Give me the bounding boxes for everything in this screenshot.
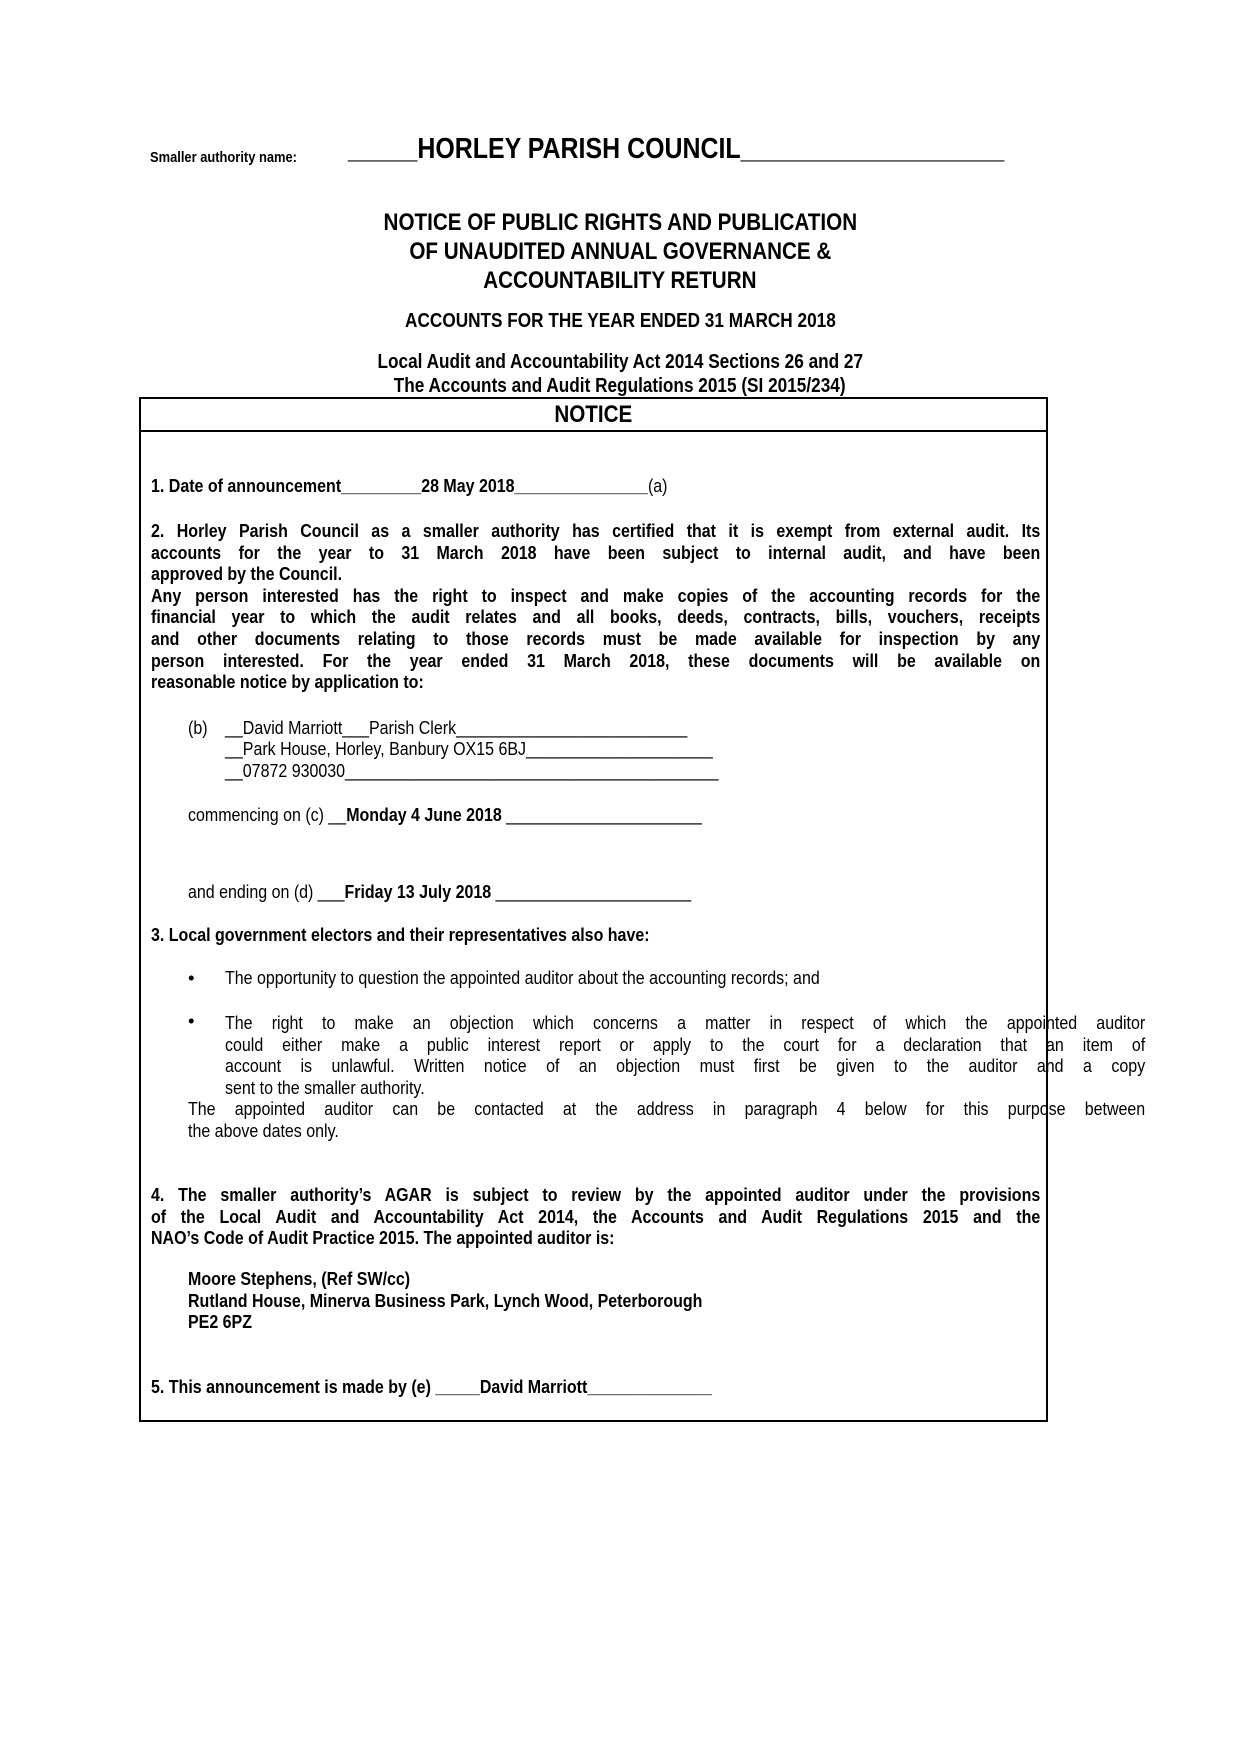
item3-note <box>188 1098 1145 1141</box>
notice-heading: NOTICE <box>141 399 1046 432</box>
ending-row <box>188 883 691 902</box>
item2-line: approved by the Council. <box>151 563 343 585</box>
item3-note-line: The appointed auditor can be contacted at the address in paragraph 4 below for this purpose between <box>188 1098 1146 1119</box>
item4-line: of the Local Audit and Accountability Act 2014, the Accounts and Audit Regulations 2015 and the <box>151 1205 1041 1227</box>
item2-line: 2. Horley Parish Council as a smaller authority has certified that it is exempt from external audit. Its <box>151 520 1041 541</box>
title-line-1: NOTICE OF PUBLIC RIGHTS AND PUBLICATION <box>383 209 857 236</box>
item2-line: person interested. For the year ended 31 March 2018, these documents will be available on <box>151 649 1041 671</box>
item4-line: NAO’s Code of Audit Practice 2015. The appointed auditor is: <box>151 1227 615 1249</box>
bullet-2-line: sent to the smaller authority. <box>225 1076 425 1098</box>
ending-date: Friday 13 July 2018 <box>344 881 492 902</box>
commencing-label: commencing on (c) __ <box>188 804 347 825</box>
commencing-blank: ______________________ <box>501 804 702 825</box>
title-line-2: OF UNAUDITED ANNUAL GOVERNANCE & <box>409 238 831 265</box>
item3-note-line: the above dates only. <box>188 1119 339 1141</box>
authority-name-row <box>150 133 1005 166</box>
item1-label: 1. Date of announcement <box>151 475 342 496</box>
item2-paragraph <box>151 520 1040 693</box>
accounts-year-heading: ACCOUNTS FOR THE YEAR ENDED 31 MARCH 2018 <box>404 310 836 332</box>
item2-line: and other documents relating to those records must be made available for inspection by any <box>151 627 1041 649</box>
auditor-name: Moore Stephens, (Ref SW/cc) <box>188 1268 411 1289</box>
item5-name: David Marriott <box>479 1376 588 1397</box>
contact-marker: (b) <box>188 717 208 738</box>
item1-blank-before: _________ <box>341 475 422 496</box>
item5-label: 5. This announcement is made by (e) _____ <box>151 1376 480 1397</box>
item2-line: reasonable notice by application to: <box>151 671 424 693</box>
item2-line: financial year to which the audit relates and all books, deeds, contracts, bills, vouchers, receipts <box>151 606 1041 628</box>
legislation-line-1: Local Audit and Accountability Act 2014 Sections 26 and 27 <box>377 351 863 373</box>
bullet-2-line: The right to make an objection which concerns a matter in respect of which the appointed auditor <box>225 1012 1146 1033</box>
item4-line: 4. The smaller authority’s AGAR is subject to review by the appointed auditor under the provisions <box>151 1184 1041 1205</box>
bullet-icon: • <box>188 967 195 988</box>
item5-announcement-by <box>151 1378 712 1397</box>
auditor-address: Rutland House, Minerva Business Park, Lynch Wood, Peterborough <box>188 1290 703 1311</box>
bullet-2-line: account is unlawful. Written notice of an objection must first be given to the auditor and a copy <box>225 1055 1146 1077</box>
auditor-postcode: PE2 6PZ <box>188 1311 253 1332</box>
item3-bullet-2 <box>225 1012 1145 1098</box>
item3-heading: 3. Local government electors and their representatives also have: <box>151 924 650 945</box>
legislation-line-2: The Accounts and Audit Regulations 2015 (SI 2015/234) <box>394 375 846 397</box>
item1-date-of-announcement <box>151 477 668 496</box>
title-line-3: ACCOUNTABILITY RETURN <box>483 267 757 294</box>
item5-blank: ______________ <box>587 1376 712 1397</box>
authority-name-field: _____HORLEY PARISH COUNCIL___________________ <box>348 133 1005 165</box>
item1-date-value: 28 May 2018 <box>421 475 515 496</box>
item3-bullet-1: The opportunity to question the appointed auditor about the accounting records; and <box>225 967 820 988</box>
contact-phone-line: __07872 930030__________________________________________ <box>225 760 719 781</box>
bullet-2-line: could either make a public interest report or apply to the court for a declaration that an item of <box>225 1033 1146 1055</box>
bullet-icon: • <box>188 1010 195 1031</box>
item2-line: accounts for the year to 31 March 2018 have been subject to internal audit, and have been <box>151 541 1041 563</box>
authority-label: Smaller authority name: <box>150 149 297 166</box>
contact-address-line: __Park House, Horley, Banbury OX15 6BJ_____________________ <box>225 738 713 759</box>
item1-marker: (a) <box>647 475 668 496</box>
item2-line: Any person interested has the right to inspect and make copies of the accounting records for the <box>151 584 1041 606</box>
item4-paragraph <box>151 1184 1040 1249</box>
item1-blank-after: _______________ <box>514 475 648 496</box>
contact-name-line: __David Marriott___Parish Clerk__________________________ <box>225 717 688 738</box>
commencing-date: Monday 4 June 2018 <box>346 804 502 825</box>
ending-blank: ______________________ <box>491 881 692 902</box>
commencing-row <box>188 806 702 825</box>
ending-label: and ending on (d) ___ <box>188 881 345 902</box>
